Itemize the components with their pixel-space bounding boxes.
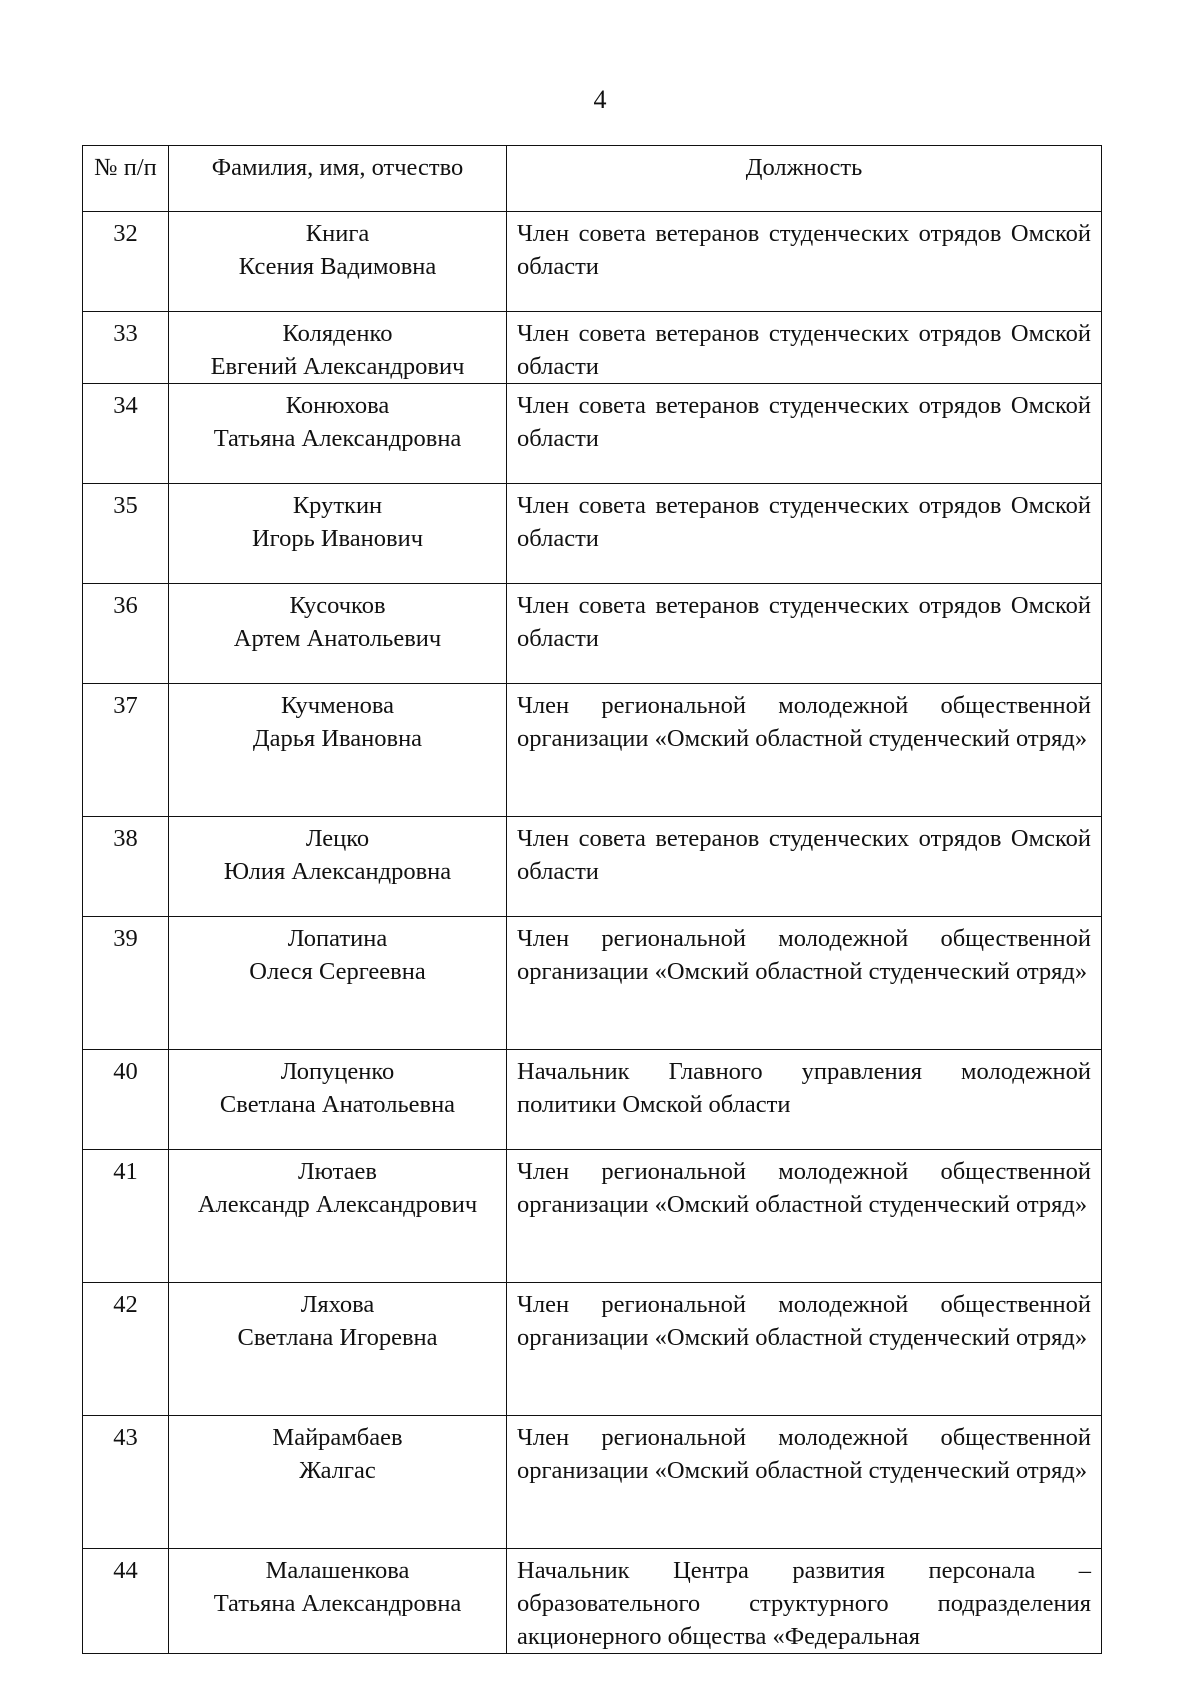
person-name — [169, 212, 507, 312]
table-row — [83, 917, 1102, 1050]
position-text: Член региональной молодежной общественной организации «Омский областной студенческий отряд» — [507, 917, 1102, 1050]
table-row — [83, 1150, 1102, 1283]
person-name — [169, 1549, 507, 1654]
position-text: Начальник Главного управления молодежной политики Омской области — [507, 1050, 1102, 1150]
person-name — [169, 312, 507, 384]
position-text: Член совета ветеранов студенческих отрядов Омской области — [507, 584, 1102, 684]
given-names: Игорь Иванович — [251, 525, 424, 552]
surname: Книга — [305, 220, 370, 247]
given-names: Ксения Вадимовна — [238, 253, 437, 280]
given-names: Дарья Ивановна — [252, 725, 423, 752]
row-number: 36 — [83, 584, 169, 684]
surname: Коляденко — [282, 320, 393, 347]
surname: Лопатина — [287, 925, 388, 952]
row-number: 35 — [83, 484, 169, 584]
row-number: 32 — [83, 212, 169, 312]
position-text: Член совета ветеранов студенческих отрядов Омской области — [507, 484, 1102, 584]
given-names: Жалгас — [299, 1457, 376, 1484]
given-names: Светлана Игоревна — [237, 1324, 438, 1351]
column-header-number: № п/п — [83, 146, 169, 212]
row-number: 33 — [83, 312, 169, 384]
surname: Лопуценко — [280, 1058, 395, 1085]
table-row — [83, 1416, 1102, 1549]
row-number: 44 — [83, 1549, 169, 1654]
surname: Конюхова — [285, 392, 390, 419]
given-names: Александр Александрович — [197, 1191, 478, 1218]
given-names: Евгений Александрович — [210, 353, 465, 380]
row-number: 40 — [83, 1050, 169, 1150]
given-names: Светлана Анатольевна — [219, 1091, 456, 1118]
surname: Майрамбаев — [272, 1424, 403, 1451]
person-name — [169, 1150, 507, 1283]
row-number: 42 — [83, 1283, 169, 1416]
person-name — [169, 817, 507, 917]
position-text: Член региональной молодежной общественной организации «Омский областной студенческий отряд» — [507, 1283, 1102, 1416]
column-header-position: Должность — [507, 146, 1102, 212]
row-number: 41 — [83, 1150, 169, 1283]
table-row — [83, 312, 1102, 384]
person-name — [169, 584, 507, 684]
position-text: Член совета ветеранов студенческих отрядов Омской области — [507, 384, 1102, 484]
surname: Лютаев — [298, 1158, 377, 1185]
person-name — [169, 1050, 507, 1150]
row-number: 43 — [83, 1416, 169, 1549]
surname: Кучменова — [281, 692, 394, 719]
position-text: Член региональной молодежной общественной организации «Омский областной студенческий отряд» — [507, 684, 1102, 817]
table-row — [83, 1050, 1102, 1150]
table-row — [83, 1549, 1102, 1654]
person-name — [169, 1283, 507, 1416]
person-name — [169, 384, 507, 484]
page-number: 4 — [593, 85, 607, 114]
row-number: 37 — [83, 684, 169, 817]
position-text: Член совета ветеранов студенческих отрядов Омской области — [507, 212, 1102, 312]
position-text: Член совета ветеранов студенческих отрядов Омской области — [507, 312, 1102, 384]
given-names: Юлия Александровна — [223, 858, 452, 885]
roster-table — [82, 145, 1102, 1654]
table-row — [83, 384, 1102, 484]
position-text: Член региональной молодежной общественной организации «Омский областной студенческий отряд» — [507, 1150, 1102, 1283]
row-number: 34 — [83, 384, 169, 484]
surname: Кусочков — [289, 592, 386, 619]
table-row — [83, 817, 1102, 917]
given-names: Татьяна Александровна — [213, 425, 462, 452]
position-text: Начальник Центра развития персонала – образовательного структурного подразделения акционерного общества «Федеральная — [507, 1549, 1102, 1654]
position-text: Член региональной молодежной общественной организации «Омский областной студенческий отряд» — [507, 1416, 1102, 1549]
given-names: Татьяна Александровна — [213, 1590, 462, 1617]
person-name — [169, 917, 507, 1050]
given-names: Артем Анатольевич — [233, 625, 442, 652]
row-number: 38 — [83, 817, 169, 917]
table-header-row — [83, 146, 1102, 212]
table-row — [83, 584, 1102, 684]
person-name — [169, 1416, 507, 1549]
surname: Малашенкова — [265, 1557, 410, 1584]
given-names: Олеся Сергеевна — [249, 958, 426, 985]
person-name — [169, 684, 507, 817]
table-row — [83, 484, 1102, 584]
table-row — [83, 212, 1102, 312]
position-text: Член совета ветеранов студенческих отрядов Омской области — [507, 817, 1102, 917]
table-row — [83, 684, 1102, 817]
row-number: 39 — [83, 917, 169, 1050]
surname: Лецко — [305, 825, 370, 852]
column-header-name: Фамилия, имя, отчество — [169, 146, 507, 212]
surname: Круткин — [292, 492, 383, 519]
person-name — [169, 484, 507, 584]
table-row — [83, 1283, 1102, 1416]
surname: Ляхова — [300, 1291, 375, 1318]
